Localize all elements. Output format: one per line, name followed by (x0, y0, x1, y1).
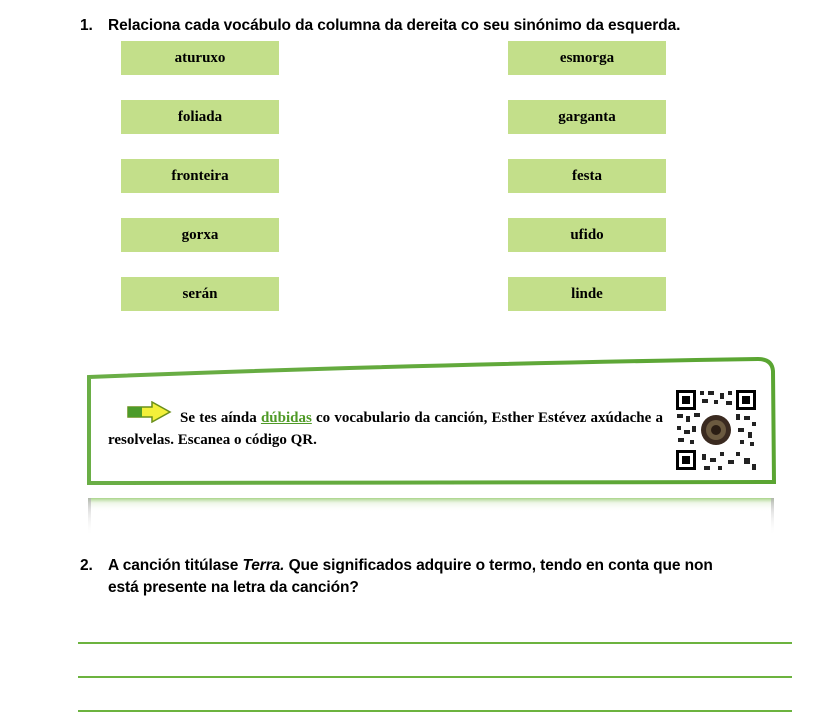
right-word-4[interactable]: ufido (508, 218, 666, 252)
answer-line-3[interactable] (78, 710, 792, 712)
right-word-1[interactable]: esmorga (508, 41, 666, 75)
left-word-1[interactable]: aturuxo (121, 41, 279, 75)
answer-line-1[interactable] (78, 642, 792, 644)
question-2-number: 2. (80, 557, 93, 574)
question-2-text-line2: está presente na letra da canción? (108, 579, 359, 596)
left-word-3[interactable]: fronteira (121, 159, 279, 193)
right-word-3[interactable]: festa (508, 159, 666, 193)
right-word-5[interactable]: linde (508, 277, 666, 311)
qr-code-icon[interactable] (674, 388, 758, 472)
info-text (108, 407, 663, 451)
dubidas-link[interactable]: dúbidas (260, 410, 312, 426)
left-word-2[interactable]: foliada (121, 100, 279, 134)
question-1-text: Relaciona cada vocábulo da columna da dereita co seu sinónimo da esquerda. (108, 17, 681, 34)
info-box (86, 357, 776, 487)
question-2-title (80, 555, 795, 599)
question-2-text-before: A canción titúlase (108, 557, 243, 574)
question-1-title (80, 17, 780, 35)
info-box-shadow (86, 498, 776, 538)
question-1-number: 1. (80, 17, 93, 34)
info-text-after: co vocabulario da canción, Esther Estévez axúdache a resolvelas. Escanea o código QR. (108, 410, 663, 448)
info-text-before: Se tes aínda (180, 410, 261, 426)
question-2-text-line1: Que significados adquire o termo, tendo en conta que non (284, 557, 713, 574)
right-word-2[interactable]: garganta (508, 100, 666, 134)
left-word-5[interactable]: serán (121, 277, 279, 311)
question-2-italic-title: Terra. (242, 557, 285, 574)
left-word-4[interactable]: gorxa (121, 218, 279, 252)
answer-line-2[interactable] (78, 676, 792, 678)
